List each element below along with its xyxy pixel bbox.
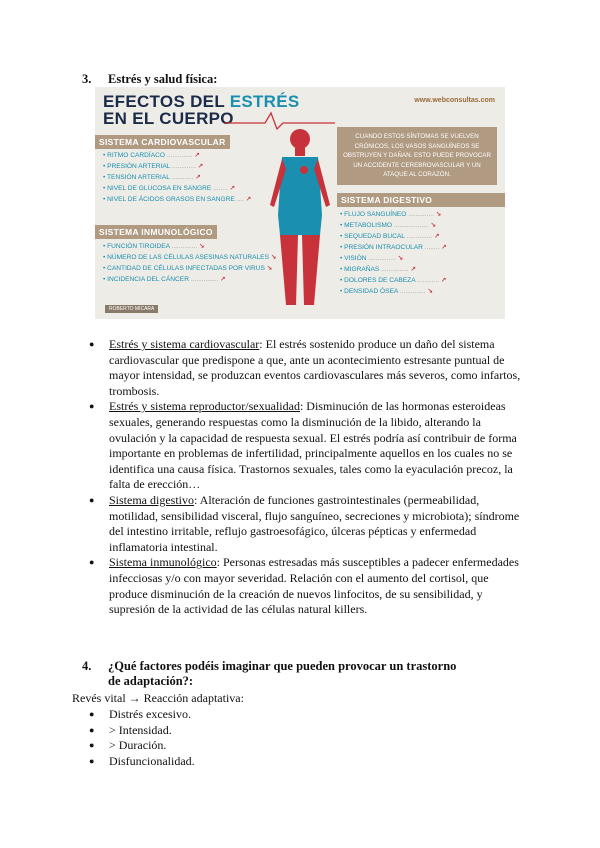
list-item	[85, 399, 525, 493]
list-item	[85, 555, 525, 617]
effects-list	[85, 337, 525, 618]
cardio-label: SISTEMA CARDIOVASCULAR	[95, 135, 230, 149]
list-item	[85, 493, 525, 555]
digest-label: SISTEMA DIGESTIVO	[337, 193, 505, 207]
list-item: • NIVEL DE GLUCOSA EN SANGRE ........ ↗	[103, 185, 236, 192]
bullet-text: : Alteración de funciones gastrointestinales (permeabilidad, motilidad, sensibilidad visceral, flujo sanguíneo, secreciones y microbiota); síndrome del intestino irritable, reflujo gastroesofágico, úlceras pépticas y enfermedad inflamatoria intestinal.	[109, 492, 520, 554]
list-item: • METABOLISMO ................... ↘	[340, 222, 437, 229]
list-item: • MIGRAÑAS ............... ↗	[340, 266, 417, 273]
list-item: • SEQUEDAD BUCAL .............. ↗	[340, 233, 440, 240]
list-item: • TENSIÓN ARTERIAL ............ ↗	[103, 174, 201, 181]
list-item: • NIVEL DE ÁCIDOS GRASOS EN SANGRE .... ↗	[103, 196, 252, 203]
immuno-label: SISTEMA INMUNOLÓGICO	[95, 225, 217, 239]
list-item: • DOLORES DE CABEZA ............ ↗	[340, 277, 447, 284]
list-item: • INCIDENCIA DEL CÁNCER ............... ↗	[103, 276, 226, 283]
bullet-heading: Estrés y sistema cardiovascular	[109, 337, 260, 351]
digest-list	[340, 209, 447, 297]
bullet-heading: Sistema inmunológico	[109, 555, 217, 570]
title-accent: ESTRÉS	[229, 92, 300, 111]
stress-infographic	[95, 87, 505, 319]
section-3-heading	[82, 72, 482, 88]
list-item: ● Disfuncionalidad.	[85, 754, 525, 770]
bullet-heading: Estrés y sistema reproductor/sexualidad	[109, 399, 300, 414]
bullet-text: : Personas estresadas más susceptibles a padecer enfermedades infecciosas y/o con mayor severidad. Relación con el aumento del cortisol, que produce disminución de la creación de nuevos linfocitos, de su sensibilidad, y supresión de la actividad de las células natural killers.	[109, 555, 519, 617]
list-item: • VISIÓN ............... ↘	[340, 255, 404, 262]
list-item: • FLUJO SANGUÍNEO .............. ↘	[340, 211, 442, 218]
cardio-list	[103, 150, 251, 205]
title-line2: EN EL CUERPO	[103, 109, 234, 128]
list-item: • CANTIDAD DE CÉLULAS INFECTADAS POR VIRUS ↘	[103, 265, 273, 272]
bullet-heading: Sistema digestivo	[109, 492, 194, 507]
list-item: ● > Intensidad.	[85, 723, 525, 739]
section-title: Estrés y salud física:	[108, 72, 218, 86]
image-credit: ROBERTO MICARA	[105, 305, 158, 313]
infographic-logo: www.webconsultas.com	[414, 97, 495, 104]
section-number: 4.	[82, 659, 92, 673]
list-item: • DENSIDAD ÓSEA .............. ↘	[340, 288, 433, 295]
list-item	[85, 337, 525, 399]
list-item: • PRESIÓN INTRAOCULAR ........ ↗	[340, 244, 447, 251]
bullet-text: : El estrés sostenido produce un daño del sistema cardiovascular que predispone a que, ante un acontecimiento estresante puntual de mayor intensidad, se produzcan eventos cardiovasculares más severos, como infartos, trombosis.	[109, 337, 521, 398]
section-number: 3.	[82, 72, 92, 86]
list-item: • FUNCIÓN TIROIDEA .............. ↘	[103, 243, 205, 250]
section-4-heading	[82, 659, 462, 691]
bullet-text: : Disminución de las hormonas esteroideas sexuales, generando respuestas como la disminución de la libido, alterando la ovulación y la capacidad de respuesta sexual. El estrés podría así contribuir de forma importante en problemas de infertilidad, principalmente aquellos en los cuales no se identifica una causa física. Trastornos sexuales, tales como la eyaculación precoz, la falta de erección…	[109, 399, 517, 492]
section-title: ¿Qué factores podéis imaginar que pueden provocar un trastorno de adaptación?:	[108, 659, 457, 688]
list-item: ● > Duración.	[85, 738, 525, 754]
list-item: • PRESIÓN ARTERIAL ............. ↗	[103, 163, 204, 170]
list-item: • RITMO CARDÍACO .............. ↗	[103, 152, 200, 159]
list-item: • NÚMERO DE LAS CÉLULAS ASESINAS NATURALES ↘	[103, 254, 277, 261]
factors-list	[85, 707, 525, 769]
reves-line: Revés vital → Reacción adaptativa:	[72, 691, 244, 705]
list-item: ● Distrés excesivo.	[85, 707, 525, 723]
title-plain: EFECTOS DEL	[103, 92, 230, 111]
immuno-list	[103, 241, 276, 285]
note-box: CUANDO ESTOS SÍNTOMAS SE VUELVEN CRÓNICOS, LOS VASOS SANGUÍNEOS SE OBSTRUYEN Y DAÑAN. ESTO PUEDE PROVOCAR UN ACCIDENTE CEREBROVASCULAR Y UN ATAQUE AL CORAZÓN.	[337, 127, 497, 185]
